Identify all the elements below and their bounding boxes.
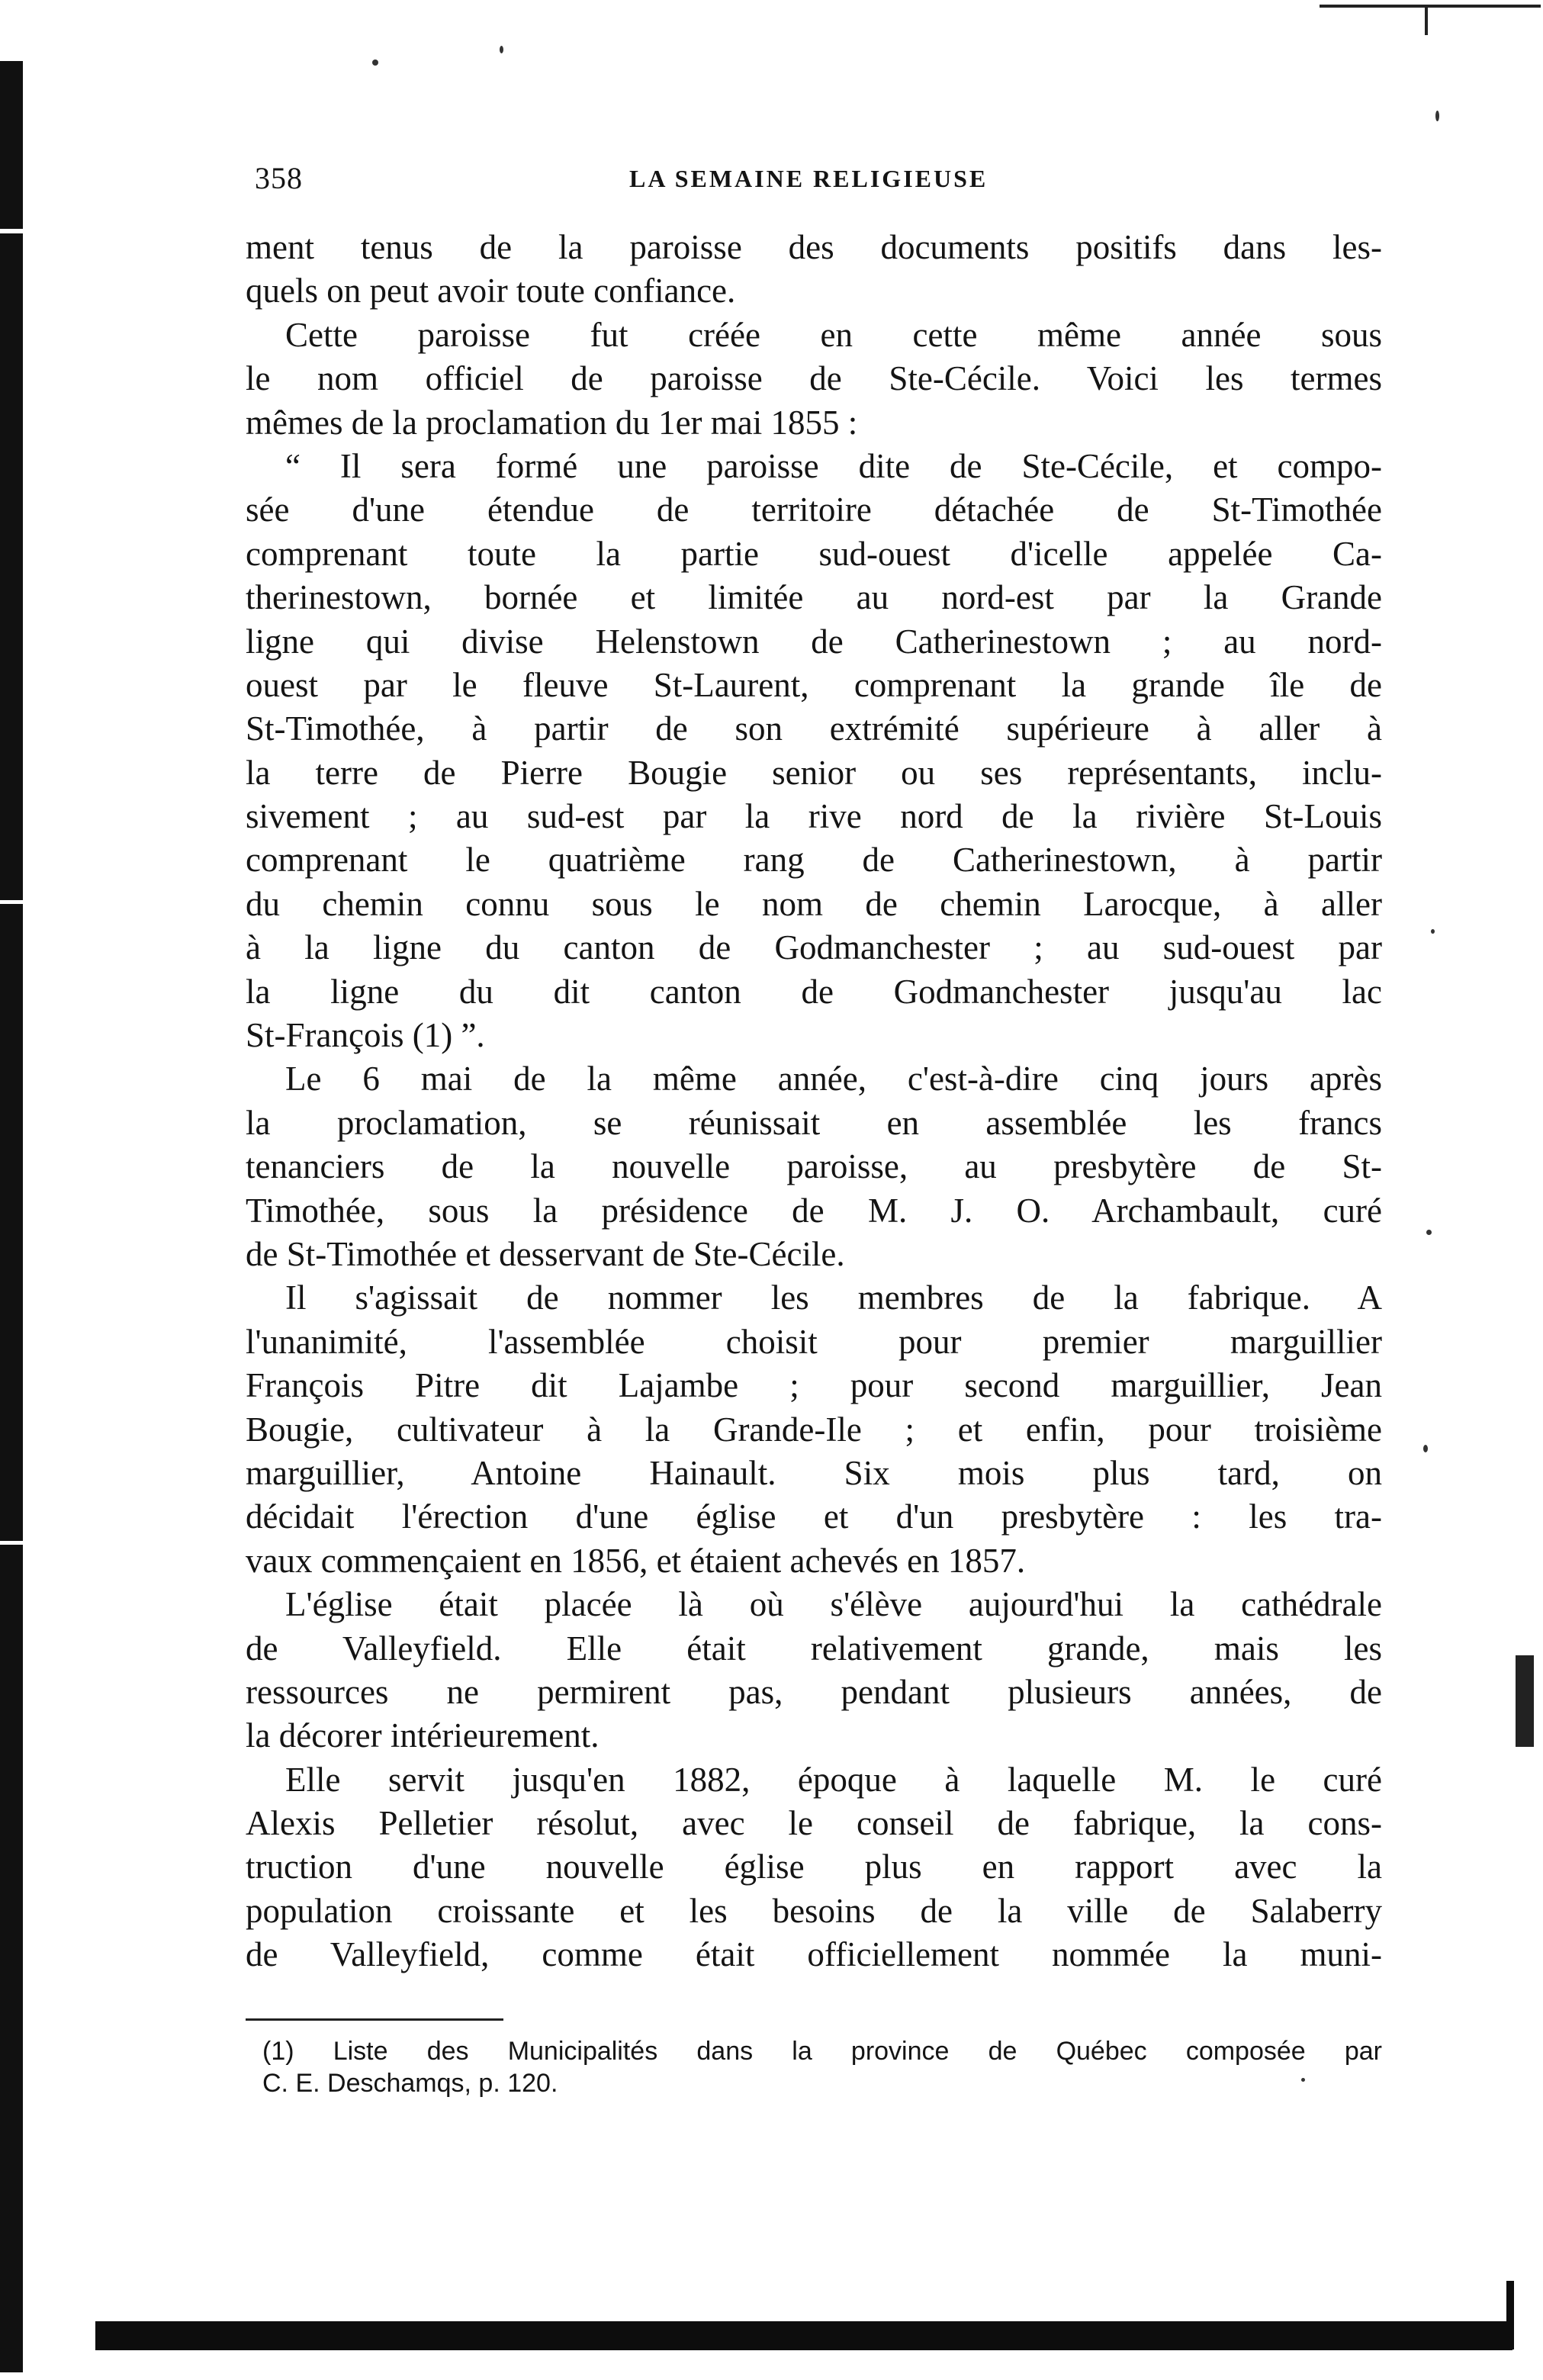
running-title: LA SEMAINE RELIGIEUSE [629, 165, 988, 192]
text-line: St-Timothée, à partir de son extrémité supérieure à aller à [246, 709, 1382, 748]
text-line: de Valleyfield, comme était officiellement nommée la muni- [246, 1935, 1382, 1974]
text-line: ligne qui divise Helenstown de Catherinestown ; au nord- [246, 622, 1382, 661]
page-number: 358 [255, 161, 303, 195]
text-line: ouest par le fleuve St-Laurent, comprenant la grande île de [246, 665, 1382, 704]
scan-bottom-bar [95, 2321, 1512, 2350]
text-line: therinestown, bornée et limitée au nord-est par la Grande [246, 578, 1382, 617]
footnote-line: (1) Liste des Municipalités dans la province de Québec composée par [262, 2037, 1382, 2066]
text-line: truction d'une nouvelle église plus en rapport avec la [246, 1848, 1382, 1886]
scan-speck [372, 60, 378, 66]
text-line: la ligne du dit canton de Godmanchester jusqu'au lac [246, 972, 1382, 1011]
scan-top-tick [1425, 5, 1428, 35]
scan-speck [1423, 1445, 1428, 1452]
scan-speck [500, 46, 503, 53]
text-line: ressources ne permirent pas, pendant plusieurs années, de [246, 1672, 1382, 1711]
footnotes [262, 2035, 1382, 2099]
scan-top-rule [1320, 5, 1541, 8]
text-line: sivement ; au sud-est par la rive nord de la rivière St-Louis [246, 797, 1382, 836]
text-line: François Pitre dit Lajambe ; pour second marguillier, Jean [246, 1366, 1382, 1405]
text-line: la décorer intérieurement. [246, 1716, 600, 1755]
text-line: la terre de Pierre Bougie senior ou ses représentants, inclu- [246, 753, 1382, 792]
scan-speck [1435, 111, 1439, 121]
footnote-line: C. E. Deschamqs, p. 120. [262, 2069, 558, 2098]
text-line: quels on peut avoir toute confiance. [246, 272, 736, 310]
text-line: du chemin connu sous le nom de chemin Larocque, à aller [246, 884, 1382, 923]
scan-speck [1431, 929, 1435, 934]
text-line: “ Il sera formé une paroisse dite de Ste-Cécile, et compo- [285, 446, 1382, 485]
text-line: Elle servit jusqu'en 1882, époque à laquelle M. le curé [285, 1760, 1382, 1799]
scan-speck [1426, 1230, 1432, 1235]
text-line: mêmes de la proclamation du 1er mai 1855 : [246, 403, 858, 442]
text-line: population croissante et les besoins de la ville de Salaberry [246, 1891, 1382, 1930]
text-line: Il s'agissait de nommer les membres de la fabrique. A [285, 1278, 1382, 1317]
scan-right-mark [1516, 1655, 1534, 1747]
text-line: Le 6 mai de la même année, c'est-à-dire cinq jours après [285, 1060, 1382, 1098]
text-line: à la ligne du canton de Godmanchester ; au sud-ouest par [246, 928, 1382, 967]
text-line: St-François (1) ”. [246, 1016, 485, 1055]
footnote-rule [246, 2018, 503, 2021]
text-line: la proclamation, se réunissait en assemblée les francs [246, 1103, 1382, 1142]
text-line: Timothée, sous la présidence de M. J. O. Archambault, curé [246, 1191, 1382, 1230]
text-line: de St-Timothée et desservant de Ste-Cécile. [246, 1234, 845, 1273]
text-line: décidait l'érection d'une église et d'un presbytère : les tra- [246, 1497, 1382, 1536]
text-line: Alexis Pelletier résolut, avec le conseil de fabrique, la cons- [246, 1804, 1382, 1843]
scan-left-edge-gap [0, 900, 23, 904]
scan-left-edge [0, 61, 23, 2372]
scan-left-edge-gap [0, 1541, 23, 1545]
text-line: vaux commençaient en 1856, et étaient achevés en 1857. [246, 1541, 1026, 1580]
text-line: tenanciers de la nouvelle paroisse, au presbytère de St- [246, 1147, 1382, 1186]
scan-bottom-bar-end [1506, 2281, 1514, 2349]
text-line: comprenant toute la partie sud-ouest d'icelle appelée Ca- [246, 534, 1382, 573]
text-line: Bougie, cultivateur à la Grande-Ile ; et enfin, pour troisième [246, 1410, 1382, 1449]
text-line: L'église était placée là où s'élève aujourd'hui la cathédrale [285, 1585, 1382, 1624]
text-line: sée d'une étendue de territoire détachée de St-Timothée [246, 490, 1382, 529]
text-line: Cette paroisse fut créée en cette même année sous [285, 315, 1382, 354]
text-line: marguillier, Antoine Hainault. Six mois plus tard, on [246, 1453, 1382, 1492]
text-line: le nom officiel de paroisse de Ste-Cécile. Voici les termes [246, 359, 1382, 398]
scan-left-edge-gap [0, 229, 23, 233]
text-line: comprenant le quatrième rang de Catherinestown, à partir [246, 841, 1382, 880]
body-text [246, 226, 1382, 1977]
text-line: de Valleyfield. Elle était relativement grande, mais les [246, 1629, 1382, 1668]
text-line: l'unanimité, l'assemblée choisit pour premier marguillier [246, 1322, 1382, 1361]
text-line: ment tenus de la paroisse des documents positifs dans les- [246, 228, 1382, 266]
